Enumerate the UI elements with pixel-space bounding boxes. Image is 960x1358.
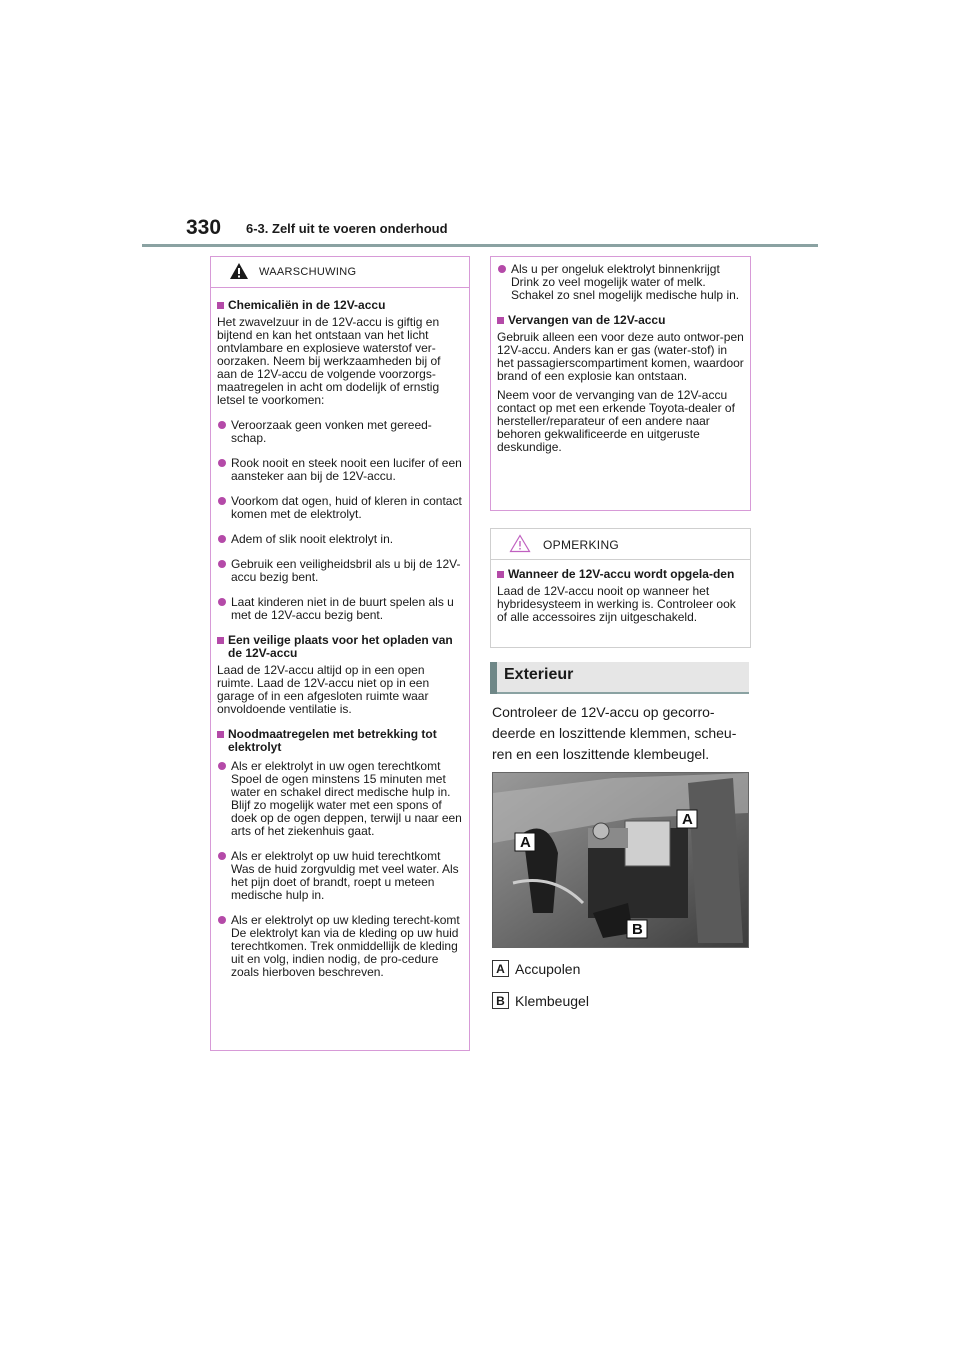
- bullet-icon: [218, 535, 226, 543]
- list-item: Als er elektrolyt op uw huid terechtkomt Was de huid zorgvuldig met veel water. Als het pijn doet of brandt, roept u meteen medische hulp in.: [217, 850, 463, 902]
- square-bullet-icon: [217, 302, 224, 309]
- subheading: Vervangen van de 12V-accu: [497, 314, 744, 327]
- list-item: Veroorzaak geen vonken met gereed-schap.: [217, 419, 463, 445]
- list-item: Laat kinderen niet in de buurt spelen als u met de 12V-accu bezig bent.: [217, 596, 463, 622]
- note-box: [490, 528, 751, 648]
- subheading: Noodmaatregelen met betrekking tot elektrolyt: [217, 728, 463, 754]
- exterior-heading: Exterieur: [490, 662, 749, 694]
- paragraph: Laad de 12V-accu altijd op in een open ruimte. Laad de 12V-accu niet op in een garage of in een afgesloten ruimte waar onvoldoende ventilatie is.: [217, 663, 430, 716]
- square-bullet-icon: [217, 731, 224, 738]
- warning-icon: [229, 262, 249, 280]
- header-rule: [142, 244, 818, 247]
- bullet-icon: [218, 560, 226, 568]
- exterior-text: Controleer de 12V-accu op gecorro-deerde en loszittende klemmen, scheu-ren en een loszittende klembeugel.: [492, 704, 737, 762]
- subheading: Chemicaliën in de 12V-accu: [217, 299, 463, 312]
- list-item: Als u per ongeluk elektrolyt binnenkrijgt Drink zo veel mogelijk water of melk. Schakel zo snel mogelijk medische hulp in.: [497, 263, 744, 302]
- paragraph: Neem voor de vervanging van de 12V-accu contact op met een erkende Toyota-dealer of hersteller/reparateur of een andere naar behoren gekwalificeerde en uitgeruste deskundige.: [497, 388, 735, 454]
- square-bullet-icon: [497, 571, 504, 578]
- warning-box: [210, 256, 470, 1051]
- note-title: OPMERKING: [543, 538, 620, 552]
- battery-illustration: [493, 773, 748, 947]
- subheading: Wanneer de 12V-accu wordt opgela-den: [497, 568, 744, 581]
- subheading: Een veilige plaats voor het opladen van de 12V-accu: [217, 634, 463, 660]
- warning-header: [211, 257, 469, 288]
- legend-item-a: A Accupolen: [492, 960, 580, 977]
- list-item: Gebruik een veiligheidsbril als u bij de 12V-accu bezig bent.: [217, 558, 463, 584]
- bullet-icon: [218, 497, 226, 505]
- callout-a-right: A: [682, 811, 693, 828]
- paragraph: Gebruik alleen een voor deze auto ontwor-pen 12V-accu. Anders kan er gas (water-stof) in het passagierscompartiment komen, waardoor brand of een explosie kan ontstaan.: [497, 330, 744, 383]
- paragraph: Het zwavelzuur in de 12V-accu is giftig en bijtend en kan het ontstaan van het licht ontvlambare en explosieve waterstof ver-oorzaken. Neem bij werkzaamheden bij of aan de 12V-accu de volgende voorzorgs-maatregelen in acht om dodelijk of ernstig letsel te voorkomen:: [217, 315, 441, 407]
- note-header: [491, 529, 750, 560]
- paragraph: Laad de 12V-accu nooit op wanneer het hybridesysteem in werking is. Controleer ook of alle accessoires zijn uitgeschakeld.: [497, 584, 736, 624]
- bullet-icon: [498, 265, 506, 273]
- list-item: Adem of slik nooit elektrolyt in.: [217, 533, 463, 546]
- battery-photo: [492, 772, 749, 948]
- section-title: 6-3. Zelf uit te voeren onderhoud: [246, 221, 448, 236]
- caution-outline-icon: [509, 534, 531, 553]
- warning-title: WAARSCHUWING: [259, 266, 357, 278]
- bullet-icon: [218, 459, 226, 467]
- bullet-icon: [218, 598, 226, 606]
- callout-b: B: [632, 921, 643, 938]
- bullet-icon: [218, 762, 226, 770]
- square-bullet-icon: [497, 317, 504, 324]
- bullet-icon: [218, 852, 226, 860]
- legend-item-b: B Klembeugel: [492, 992, 589, 1009]
- list-item: Rook nooit en steek nooit een lucifer of een aansteker aan bij de 12V-accu.: [217, 457, 463, 483]
- bullet-icon: [218, 916, 226, 924]
- warning-box-continued: [490, 256, 751, 511]
- list-item: Als er elektrolyt op uw kleding terecht-komt De elektrolyt kan via de kleding op uw huid terechtkomen. Trek onmiddellijk de kleding uit en volg, indien nodig, de pro-cedure zoals hierboven beschreven.: [217, 914, 463, 979]
- square-bullet-icon: [217, 637, 224, 644]
- list-item: Voorkom dat ogen, huid of kleren in contact komen met de elektrolyt.: [217, 495, 463, 521]
- bullet-icon: [218, 421, 226, 429]
- callout-a-left: A: [520, 834, 531, 851]
- page-number: 330: [186, 216, 222, 239]
- list-item: Als er elektrolyt in uw ogen terechtkomt Spoel de ogen minstens 15 minuten met water en schakel direct medische hulp in. Blijf zo mogelijk water met een spons of doek op de ogen deppen, terwijl u naar een arts of het ziekenhuis gaat.: [217, 760, 463, 838]
